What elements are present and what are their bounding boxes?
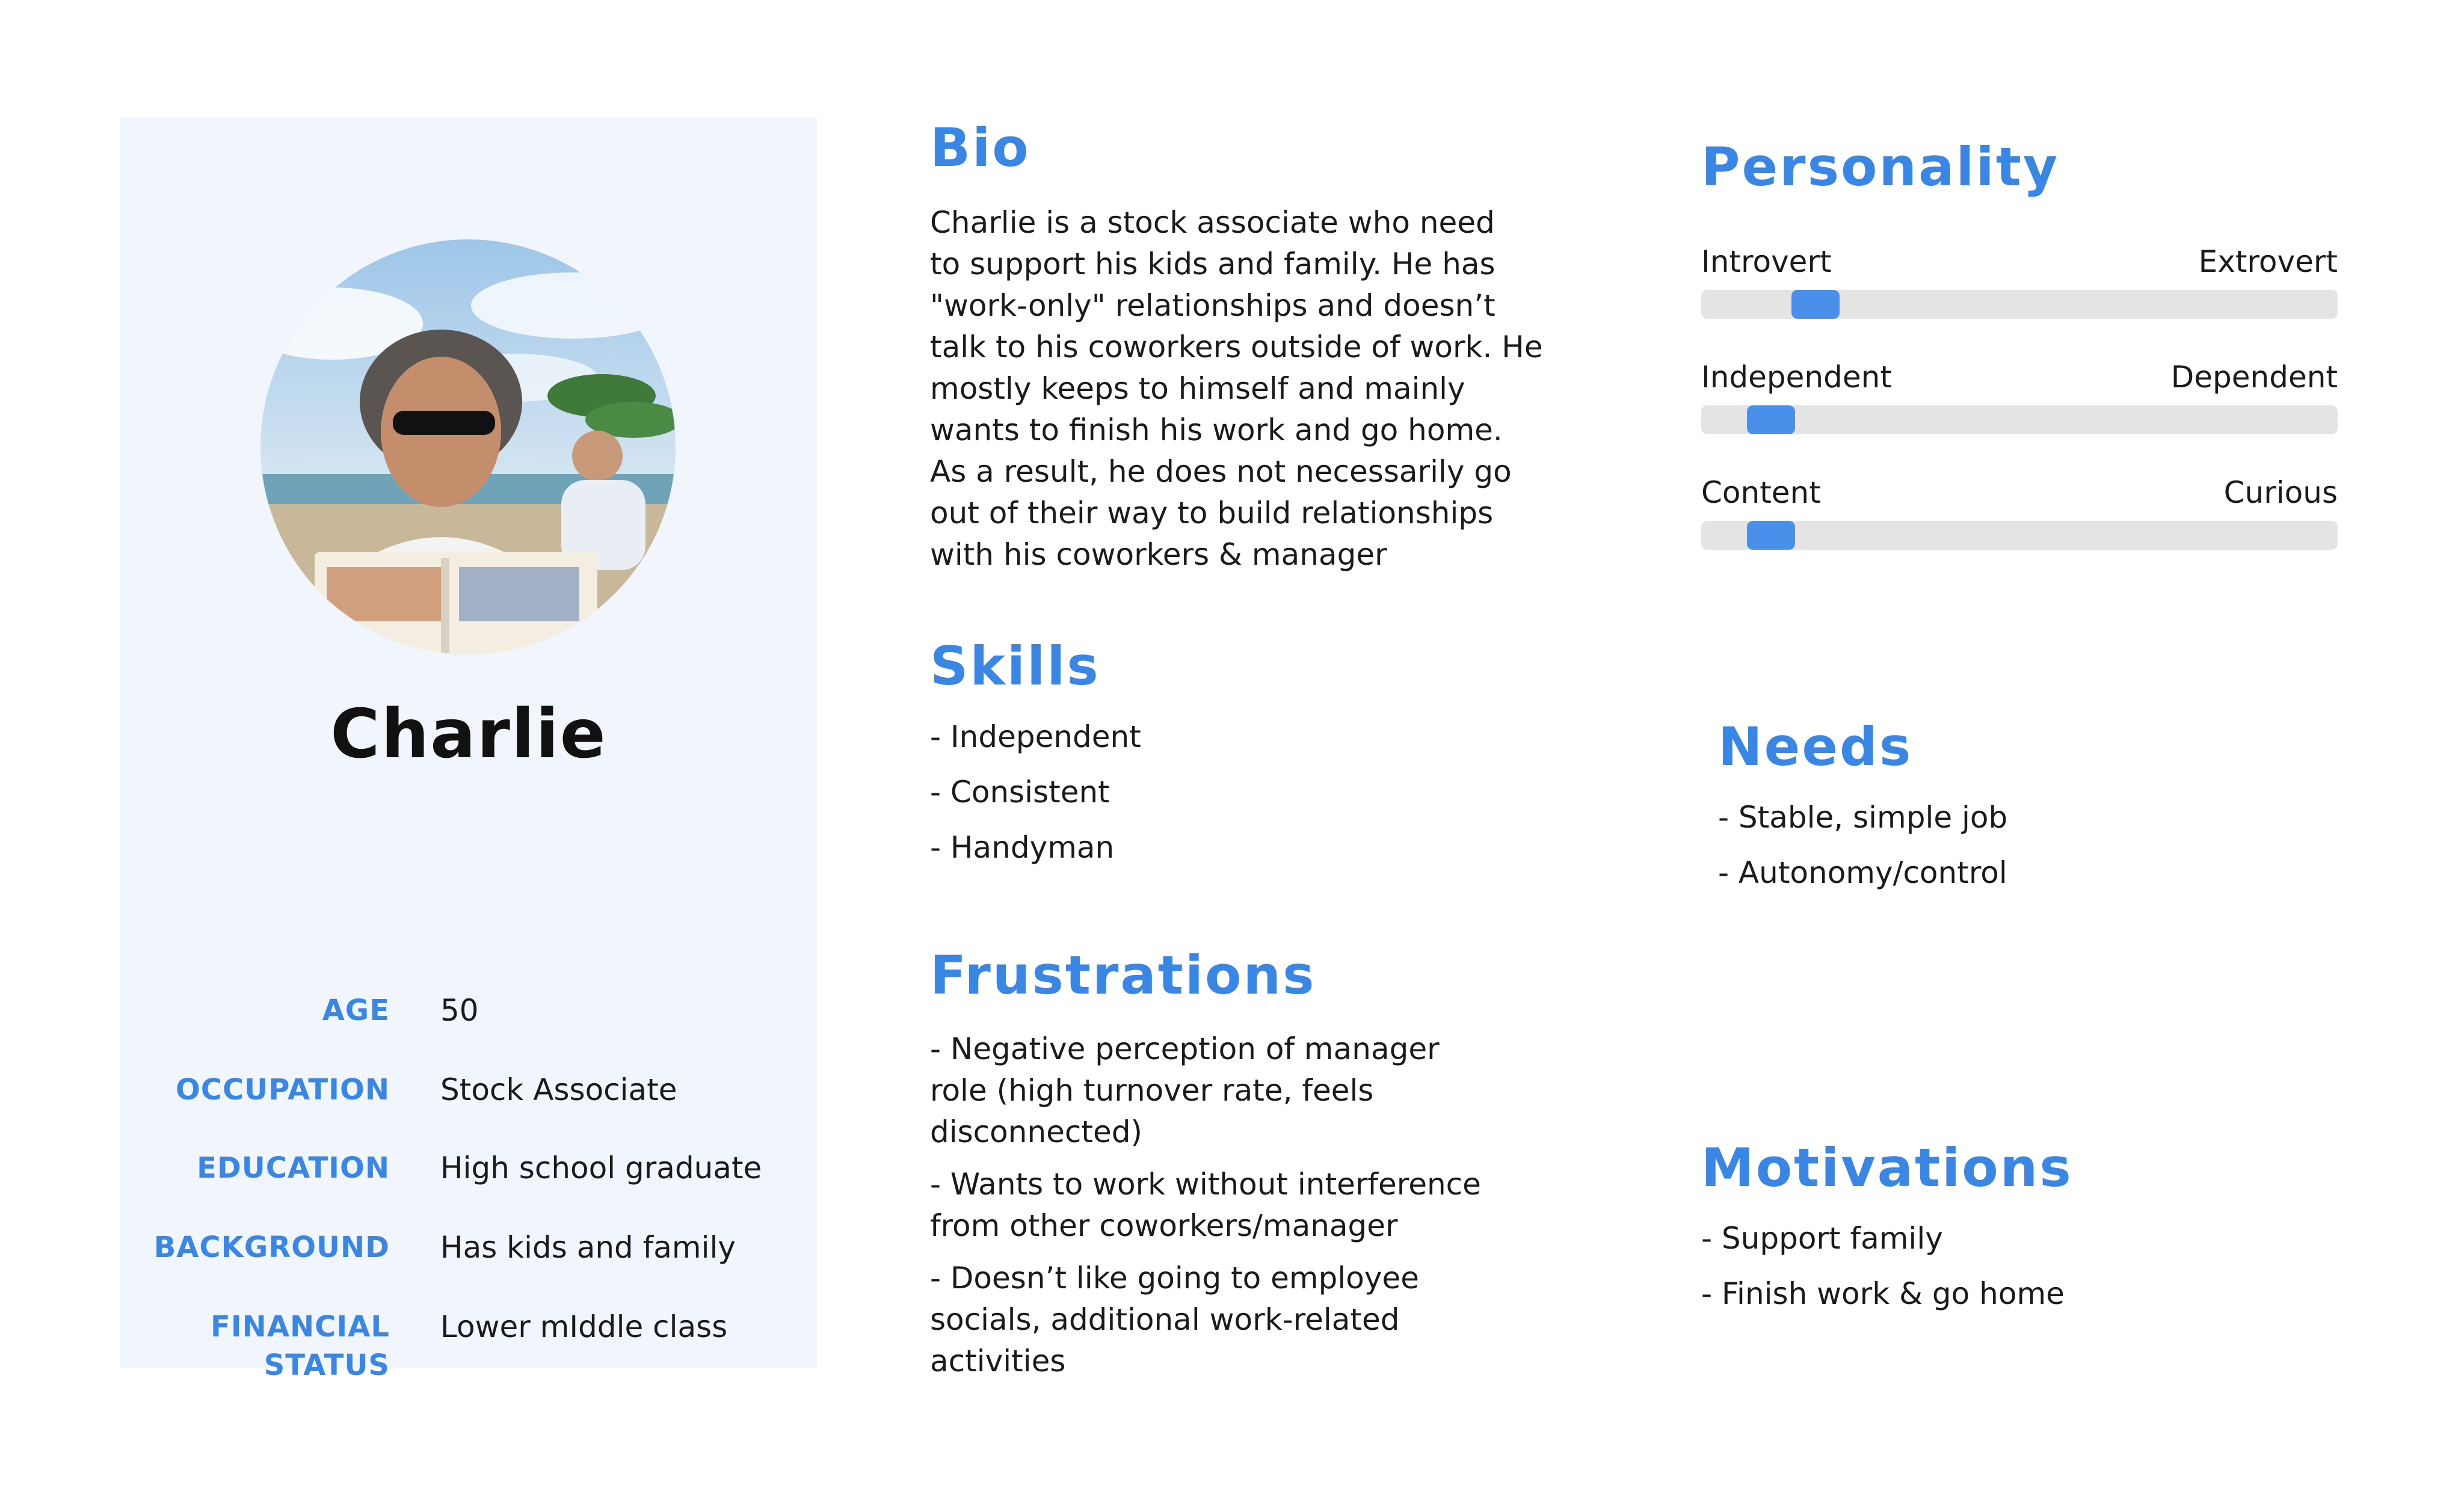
age-value: 50 [440, 993, 479, 1028]
trait-right-label: Dependent [2170, 360, 2338, 395]
list-item: - Stable, simple job [1718, 800, 2008, 835]
education-label: EDUCATION [197, 1151, 390, 1185]
bio-line: out of their way to build relationships [930, 496, 1494, 530]
trait-left-label: Independent [1701, 360, 1892, 395]
financial-label-line2: STATUS [263, 1348, 390, 1382]
trait-right-label: Extrovert [2198, 244, 2338, 279]
bio-line: talk to his coworkers outside of work. He [930, 330, 1543, 364]
frustration-line: activities [930, 1344, 1066, 1379]
list-item: - Independent [930, 719, 1141, 754]
list-item: - Support family [1701, 1221, 1943, 1256]
frustrations-heading: Frustrations [930, 944, 1316, 1006]
trait-slider-thumb [1791, 290, 1840, 319]
frustration-line: socials, additional work-related [930, 1302, 1400, 1337]
financial-status-value: Lower mIddle class [440, 1309, 728, 1344]
trait-left-label: Content [1701, 475, 1821, 510]
needs-heading: Needs [1718, 716, 1913, 778]
background-label: BACKGROUND [153, 1231, 390, 1264]
trait-right-label: Curious [2223, 475, 2338, 510]
personality-heading: Personality [1701, 136, 2060, 198]
frustration-line: from other coworkers/manager [930, 1208, 1398, 1243]
occupation-label: OCCUPATION [175, 1073, 390, 1107]
skills-heading: Skills [930, 635, 1100, 697]
bio-line: wants to finish his work and go home. [930, 413, 1503, 447]
list-item: - Consistent [930, 775, 1110, 810]
frustrations-text [930, 1028, 1481, 1382]
frustration-line: - Negative perception of manager [930, 1031, 1440, 1066]
bio-line: mostly keeps to himself and mainly [930, 371, 1465, 406]
profile-card [120, 118, 817, 1382]
occupation-value: Stock Associate [440, 1072, 677, 1107]
bio-line: to support his kids and family. He has [930, 247, 1495, 281]
trait-slider-track [1701, 290, 2338, 319]
bio-line: "work-only" relationships and doesn’t [930, 288, 1495, 323]
trait-slider-track [1701, 405, 2338, 434]
persona-name: Charlie [330, 695, 607, 773]
frustration-line: role (high turnover rate, feels [930, 1073, 1374, 1108]
education-value: High school graduate [440, 1151, 762, 1185]
list-item: - Autonomy/control [1718, 855, 2007, 890]
bio-text [930, 202, 1543, 576]
financial-status-label [137, 1308, 390, 1385]
bio-line: with his coworkers & manager [930, 537, 1387, 572]
financial-label-line1: FINANCIAL [211, 1310, 390, 1344]
trait-slider-thumb [1747, 405, 1795, 434]
needs-list [1718, 800, 2007, 911]
bio-heading: Bio [930, 117, 1030, 179]
frustration-line: - Doesn’t like going to employee [930, 1261, 1419, 1296]
bio-line: As a result, he does not necessarily go [930, 454, 1512, 489]
background-value: Has kids and family [440, 1230, 736, 1265]
list-item: - Handyman [930, 830, 1115, 865]
skills-list [930, 719, 1141, 885]
avatar [260, 239, 676, 654]
motivations-heading: Motivations [1701, 1137, 2073, 1199]
frustration-line: disconnected) [930, 1114, 1143, 1149]
trait-left-label: Introvert [1701, 244, 1832, 279]
age-label: AGE [322, 994, 390, 1027]
profile-photo-image [260, 239, 676, 654]
trait-slider-track [1701, 521, 2338, 550]
frustration-line: - Wants to work without interference [930, 1167, 1481, 1202]
trait-slider-thumb [1747, 521, 1795, 550]
list-item: - Finish work & go home [1701, 1276, 2065, 1311]
motivations-list [1701, 1221, 2065, 1332]
bio-line: Charlie is a stock associate who need [930, 205, 1495, 240]
